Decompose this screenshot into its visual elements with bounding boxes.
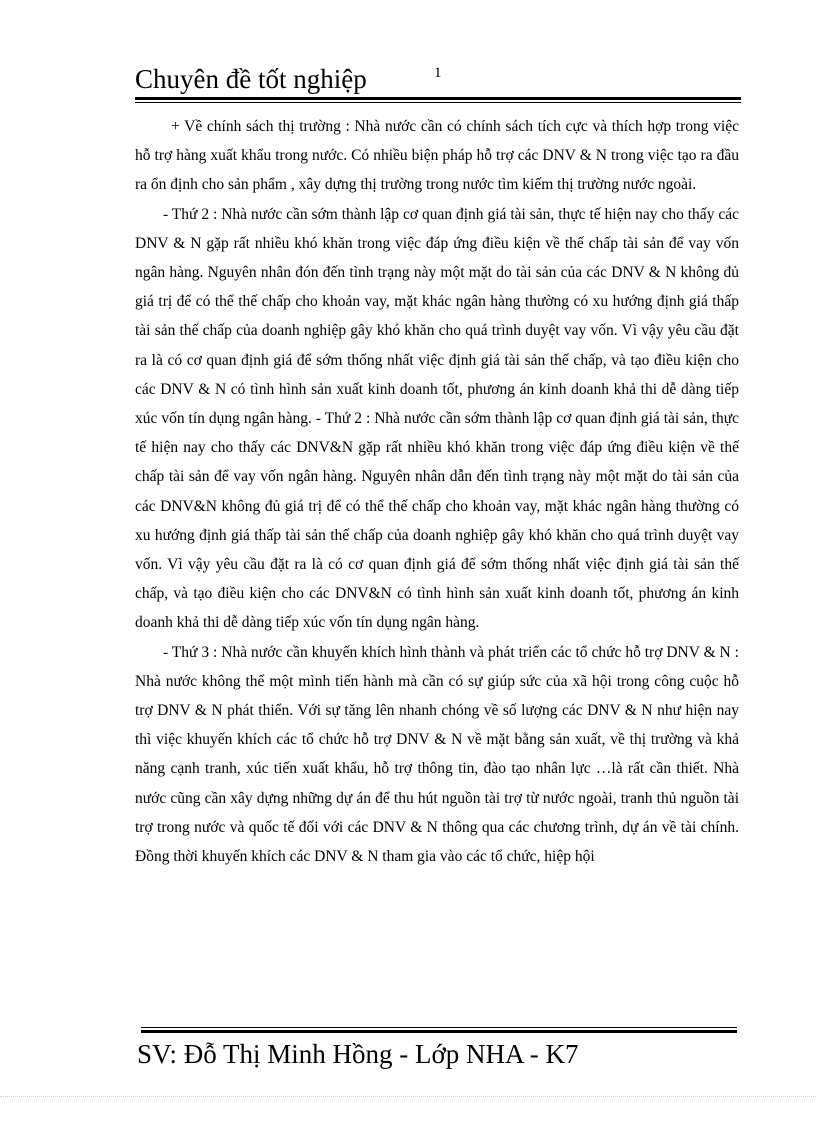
header-rule-thin: [135, 102, 741, 103]
page-bottom-edge: [0, 1096, 816, 1097]
paragraph-support-organizations: - Thứ 3 : Nhà nước cần khuyến khích hình thành và phát triển các tổ chức hỗ trợ DNV & N : Nhà nước không thể một mình tiến hành mà cần có sự giúp sức của xã hội trong công cuộc hỗ trợ DNV & N phát thiển. Với sự tăng lên nhanh chóng về số lượng các DNV & N như hiện nay thì việc khuyến khích các tổ chức hỗ trợ DNV & N về mặt bằng sản xuất, về thị trường và khả năng cạnh tranh, xúc tiến xuất khẩu, hỗ trợ thông tin, đào tạo nhân lực …là rất cần thiết. Nhà nước cũng cần xây dựng những dự án để thu hút nguồn tài trợ từ nước ngoài, tranh thủ nguồn tài trợ trong nước và quốc tế đối với các DNV & N thông qua các chương trình, dự án về tài chính. Đồng thời khuyến khích các DNV & N tham gia vào các tổ chức, hiệp hội: [135, 643, 739, 866]
header-rule-thick: [135, 97, 741, 100]
footer-author: SV: Đỗ Thị Minh Hồng - Lớp NHA - K7: [137, 1039, 579, 1069]
page-number: 1: [434, 65, 442, 81]
paragraph-market-policy: + Về chính sách thị trường : Nhà nước cần có chính sách tích cực và thích hợp trong việc hỗ trợ hàng xuất khẩu trong nước. Có nhiều biện pháp hỗ trợ các DNV & N trong việc tạo ra đầu ra ổn định cho sản phẩm , xây dựng thị trường trong nước tìm kiếm thị trường nước ngoài.: [135, 118, 739, 194]
footer-rule-thin: [141, 1027, 737, 1028]
header-title: Chuyên đề tốt nghiệp: [135, 64, 367, 94]
body-text: [135, 112, 739, 871]
footer-rule-thick: [141, 1030, 737, 1033]
paragraph-asset-valuation: - Thứ 2 : Nhà nước cần sớm thành lập cơ quan định giá tài sản, thực tế hiện nay cho thấy các DNV & N gặp rất nhiều khó khăn trong việc đáp ứng điều kiện về thế chấp tài sản để vay vốn ngân hàng. Nguyên nhân đón đến tình trạng này một mặt do tài sản của các DNV & N không đủ giá trị để có thể thế chấp cho khoản vay, mặt khác ngân hàng thường có xu hướng định giá thấp tài sản thế chấp của doanh nghiệp gây khó khăn cho quá trình duyệt vay vốn. Vì vậy yêu cầu đặt ra là có cơ quan định giá để sớm thống nhất việc định giá tài sản thế chấp, và tạo điều kiện cho các DNV & N có tình hình sản xuất kinh doanh tốt, phương án kinh doanh khả thi dễ dàng tiếp xúc vốn tín dụng ngân hàng. - Thứ 2 : Nhà nước cần sớm thành lập cơ quan định giá tài sản, thực tế hiện nay cho thấy các DNV&N gặp rất nhiều khó khăn trong việc đáp ứng điều kiện về thế chấp tài sản để vay vốn ngân hàng. Nguyên nhân dẫn đến tình trạng này một mặt do tài sản của các DNV&N không đủ giá trị để có thể thế chấp cho khoản vay, mặt khác ngân hàng thường có xu hướng định giá thấp tài sản thế chấp của doanh nghiệp gây khó khăn cho quá trình duyệt vay vốn. Vì vậy yêu cầu đặt ra là có cơ quan định giá để sớm thống nhất việc định giá tài sản thế chấp, và tạo điều kiện cho các DNV&N có tình hình sản xuất kinh doanh tốt, phương án kinh doanh khả thi dễ dàng tiếp xúc vốn tín dụng ngân hàng.: [135, 205, 739, 632]
